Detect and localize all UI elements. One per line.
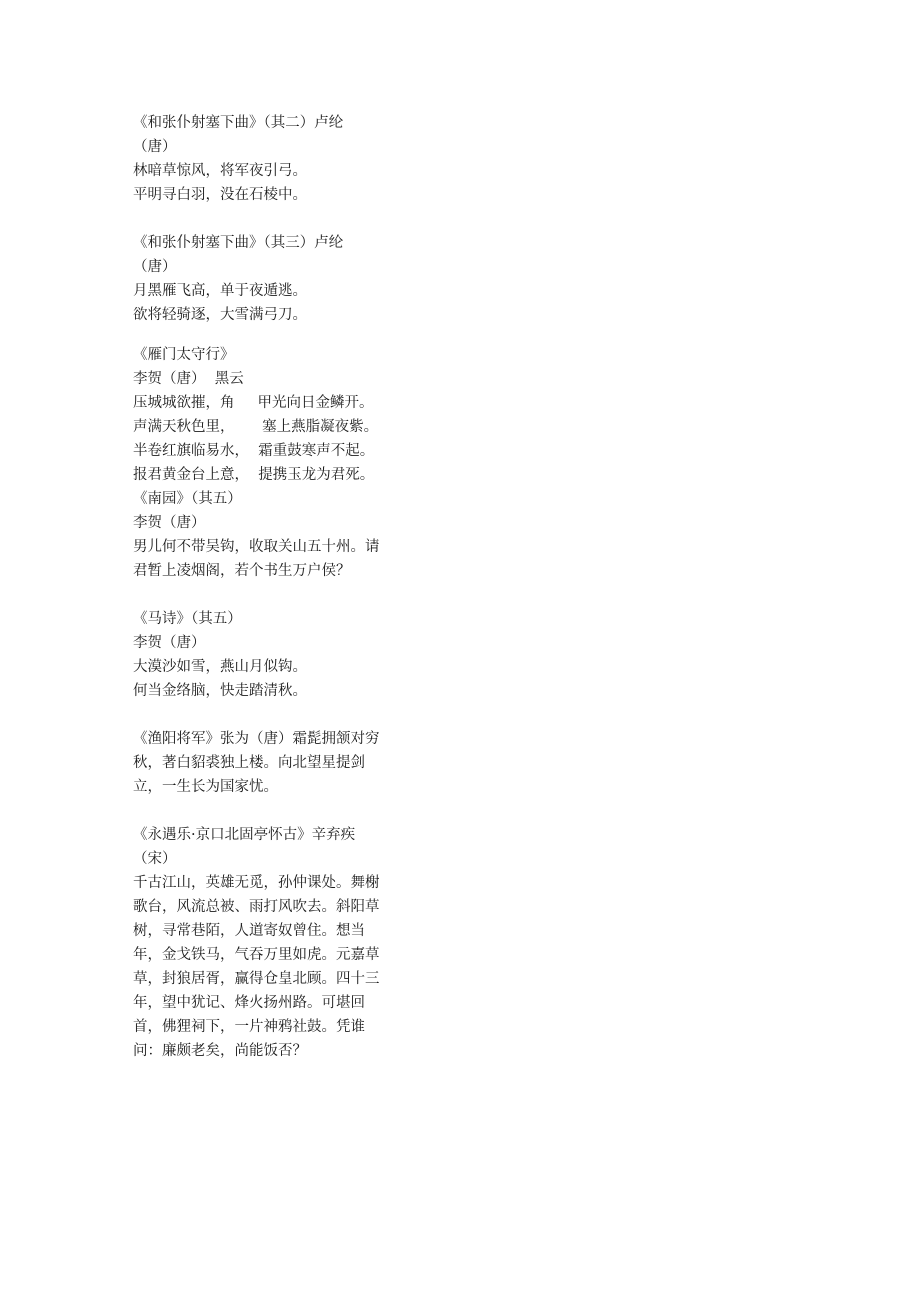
poem-title: 《和张仆射塞下曲》（其三）卢纶 (133, 235, 344, 251)
poem-line: 月黑雁飞高，单于夜遁逃。 (133, 283, 307, 299)
poem-block (133, 607, 423, 703)
poem-line: 大漠沙如雪，燕山月似钩。 (133, 659, 307, 675)
poem-line: 半卷红旗临易水， 霜重鼓寒声不起。 (133, 443, 375, 459)
poem-line: 平明寻白羽，没在石棱中。 (133, 187, 307, 203)
poem-line: 君暂上凌烟阁，若个书生万户侯？ (133, 563, 351, 579)
poem-line: 问：廉颇老矣，尚能饭否？ (133, 1043, 307, 1059)
poem-line: 压城城欲摧，角 甲光向日金鳞开。 (133, 395, 374, 411)
poem-title: 《和张仆射塞下曲》（其二）卢纶 (133, 115, 344, 131)
poem-line: 树，寻常巷陌，人道寄奴曾住。想当 (133, 923, 365, 939)
poem-title: 《马诗》（其五） (133, 611, 242, 627)
poem-block (133, 727, 423, 799)
poem-line: 男儿何不带吴钩，收取关山五十州。请 (133, 539, 380, 555)
poem-line: 《渔阳将军》张为（唐）霜髭拥颔对穷 (133, 731, 380, 747)
poem-line: 林喑草惊风，将军夜引弓。 (133, 163, 307, 179)
spacer (133, 207, 423, 231)
poem-line: 草，封狼居胥，赢得仓皇北顾。四十三 (133, 971, 380, 987)
poem-line: 立，一生长为国家忧。 (133, 779, 278, 795)
poem-line: 年，金戈铁马，气吞万里如虎。元嘉草 (133, 947, 380, 963)
poem-line: 报君黄金台上意， 提携玉龙为君死。 (133, 467, 375, 483)
poem-line: 声满天秋色里， 塞上燕脂凝夜紫。 (133, 419, 379, 435)
poem-line: 歌台，风流总被、雨打风吹去。斜阳草 (133, 899, 380, 915)
poem-author: 李贺（唐） 黑云 (133, 371, 244, 387)
poem-title: 《永遇乐·京口北固亭怀古》辛弃疾 (133, 827, 356, 843)
poem-block (133, 231, 423, 327)
poem-line: 千古江山，英雄无觅，孙仲课处。舞榭 (133, 875, 380, 891)
poem-block (133, 111, 423, 207)
poem-title: 《南园》（其五） (133, 491, 242, 507)
poem-dynasty: （唐） (133, 139, 177, 155)
spacer (133, 583, 423, 607)
poem-line: 秋，著白貂裘独上楼。向北望星提剑 (133, 755, 365, 771)
poem-title: 《雁门太守行》 (133, 347, 235, 363)
poem-block (133, 487, 423, 583)
spacer (133, 327, 423, 343)
poem-line: 欲将轻骑逐，大雪满弓刀。 (133, 307, 307, 323)
poem-dynasty: （宋） (133, 851, 177, 867)
poem-block (133, 343, 423, 487)
poem-author: 李贺（唐） (133, 635, 206, 651)
poem-line: 何当金络脑，快走踏清秋。 (133, 683, 307, 699)
spacer (133, 799, 423, 823)
poem-line: 首，佛狸祠下，一片神鸦社鼓。凭谁 (133, 1019, 365, 1035)
poem-dynasty: （唐） (133, 259, 177, 275)
poem-line: 年，望中犹记、烽火扬州路。可堪回 (133, 995, 365, 1011)
document-body (133, 111, 423, 1063)
spacer (133, 703, 423, 727)
poem-author: 李贺（唐） (133, 515, 206, 531)
poem-block (133, 823, 423, 1063)
